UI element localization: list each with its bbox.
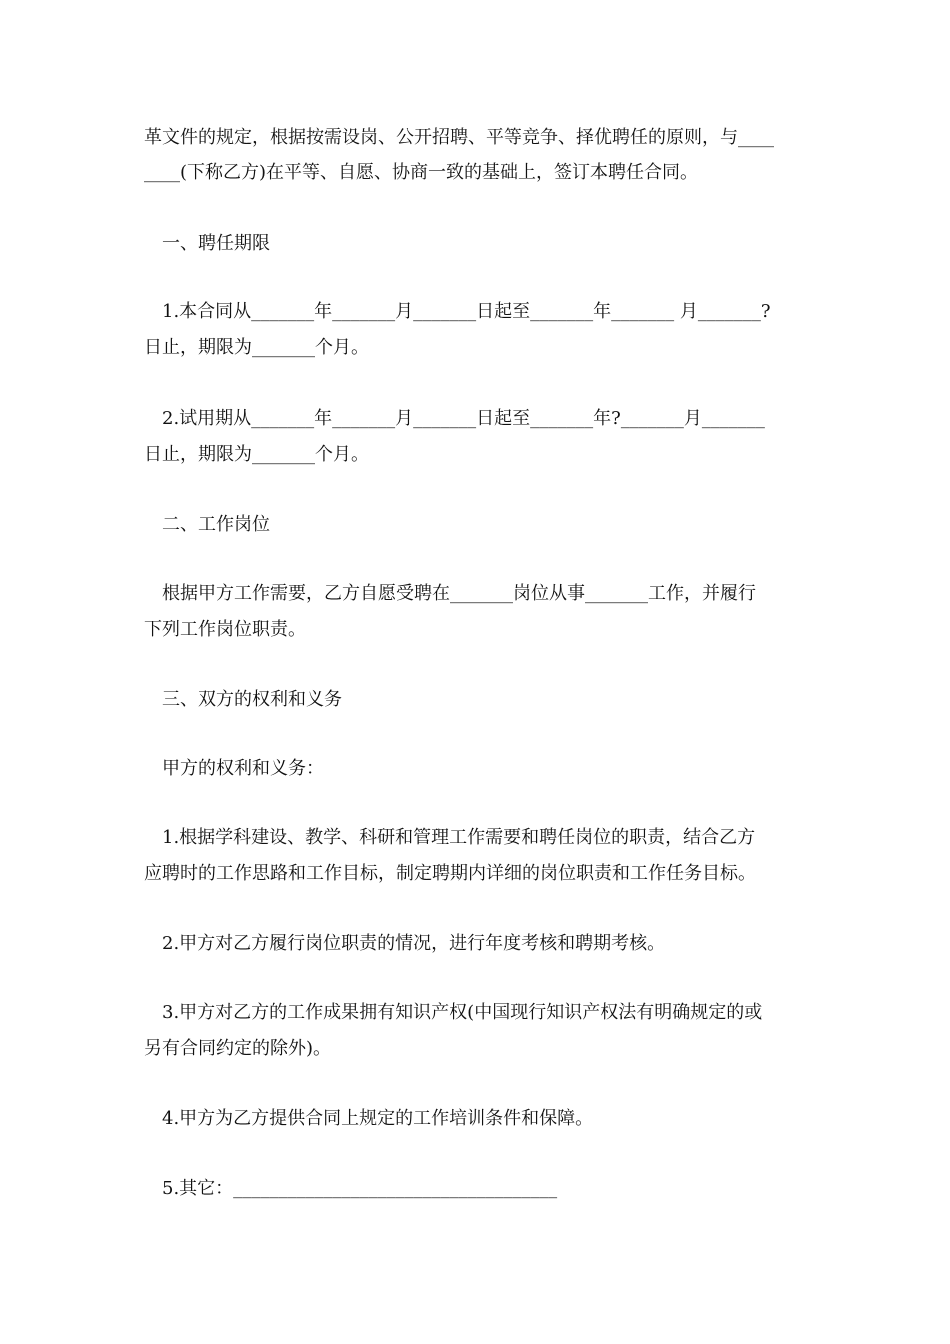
paragraph-line: 应聘时的工作思路和工作目标，制定聘期内详细的岗位职责和工作任务目标。 bbox=[144, 863, 756, 884]
paragraph-line: 另有合同约定的除外)。 bbox=[144, 1038, 332, 1059]
paragraph-line: 1.根据学科建设、教学、科研和管理工作需要和聘任岗位的职责，结合乙方 bbox=[162, 827, 756, 848]
paragraph-line: 下列工作岗位职责。 bbox=[144, 619, 306, 640]
subsection-heading: 甲方的权利和义务： bbox=[162, 758, 324, 779]
paragraph-line: 1.本合同从_______年_______月_______日起至_______年_______ 月_______? bbox=[162, 301, 771, 322]
paragraph-line: 2.甲方对乙方履行岗位职责的情况，进行年度考核和聘期考核。 bbox=[162, 933, 666, 954]
paragraph-line: 日止，期限为_______个月。 bbox=[144, 444, 369, 465]
paragraph-line: 革文件的规定，根据按需设岗、公开招聘、平等竞争、择优聘任的原则，与____ bbox=[144, 127, 774, 148]
paragraph-line: 3.甲方对乙方的工作成果拥有知识产权(中国现行知识产权法有明确规定的或 bbox=[162, 1002, 763, 1023]
paragraph-line: 4.甲方为乙方提供合同上规定的工作培训条件和保障。 bbox=[162, 1108, 594, 1129]
section-heading: 二、工作岗位 bbox=[162, 514, 270, 535]
paragraph-line: 日止，期限为_______个月。 bbox=[144, 337, 369, 358]
paragraph-line: 2.试用期从_______年_______月_______日起至_______年?_______月_______ bbox=[162, 408, 765, 429]
section-heading: 三、双方的权利和义务 bbox=[162, 689, 342, 710]
paragraph-line: 5.其它：____________________________________ bbox=[162, 1178, 558, 1199]
paragraph-line: 根据甲方工作需要，乙方自愿受聘在_______岗位从事_______工作，并履行 bbox=[162, 583, 756, 604]
paragraph-line: ____(下称乙方)在平等、自愿、协商一致的基础上，签订本聘任合同。 bbox=[144, 162, 699, 183]
section-heading: 一、聘任期限 bbox=[162, 233, 270, 254]
